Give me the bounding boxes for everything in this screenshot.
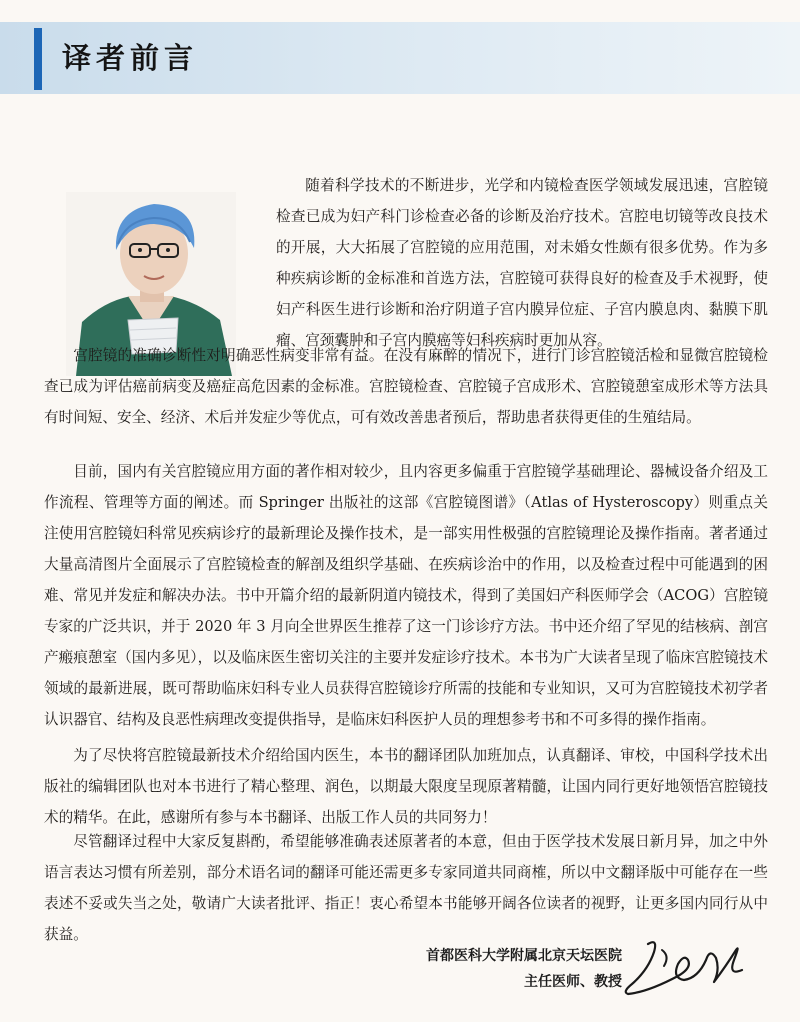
- signature-block: [426, 943, 622, 995]
- paragraph-2: 宫腔镜的准确诊断性对明确恶性病变非常有益。在没有麻醉的情况下，进行门诊宫腔镜活检和显微宫腔镜检查已成为评估癌前病变及癌症高危因素的金标准。宫腔镜检查、宫腔镜子宫成形术、宫腔镜憩室成形术等方法具有时间短、安全、经济、术后并发症少等优点，可有效改善患者预后，帮助患者获得更佳的生殖结局。: [44, 347, 768, 426]
- header-accent-bar: [34, 28, 42, 90]
- handwritten-signature-icon: [618, 930, 748, 1000]
- paragraph-5: 尽管翻译过程中大家反复斟酌，希望能够准确表述原著者的本意，但由于医学技术发展日新月异，加之中外语言表达习惯有所差别，部分术语名词的翻译可能还需更多专家同道共同商榷，所以中文翻译版中可能存在一些表述不妥或失当之处，敬请广大读者批评、指正！衷心希望本书能够开阔各位读者的视野，让更多国内同行从中获益。: [44, 833, 768, 943]
- paragraph-3: 目前，国内有关宫腔镜应用方面的著作相对较少，且内容更多偏重于宫腔镜学基础理论、器械设备介绍及工作流程、管理等方面的阐述。而 Springer 出版社的这部《宫腔镜图谱》（Atlas of Hysteroscopy）则重点关注使用宫腔镜妇科常见疾病诊疗的最新理论及操作技术，是一部实用性极强的宫腔镜理论及操作指南。著者通过大量高清图片全面展示了宫腔镜检查的解剖及组织学基础、在疾病诊治中的作用，以及检查过程中可能遇到的困难、常见并发症和解决办法。书中开篇介绍的最新阴道内镜技术，得到了美国妇产科医师学会（ACOG）宫腔镜专家的广泛共识，并于 2020 年 3 月向全世界医生推荐了这一门诊诊疗方法。书中还介绍了罕见的结核病、剖宫产瘢痕憩室（国内多见），以及临床医生密切关注的主要并发症诊疗技术。本书为广大读者呈现了临床宫腔镜技术领域的最新进展，既可帮助临床妇科专业人员获得宫腔镜诊疗所需的技能和专业知识，又可为宫腔镜技术初学者认识器官、结构及良恶性病理改变提供指导，是临床妇科医护人员的理想参考书和不可多得的操作指南。: [44, 463, 768, 728]
- paragraph-4: 为了尽快将宫腔镜最新技术介绍给国内医生，本书的翻译团队加班加点，认真翻译、审校，中国科学技术出版社的编辑团队也对本书进行了精心整理、润色，以期最大限度呈现原著精髓，让国内同行更好地领悟宫腔镜技术的精华。在此，感谢所有参与本书翻译、出版工作人员的共同努力！: [44, 747, 768, 826]
- signature-title: 主任医师、教授: [524, 974, 622, 990]
- page-title: 译者前言: [62, 41, 199, 75]
- paragraph-1: 随着科学技术的不断进步，光学和内镜检查医学领域发展迅速，宫腔镜检查已成为妇产科门诊检查必备的诊断及治疗技术。宫腔电切镜等改良技术的开展，大大拓展了宫腔镜的应用范围，对未婚女性颇有很多优势。作为多种疾病诊断的金标准和首选方法，宫腔镜可获得良好的检查及手术视野，使妇产科医生进行诊断和治疗阴道子宫内膜异位症、子宫内膜息肉、黏膜下肌瘤、宫颈囊肿和子宫内膜癌等妇科疾病时更加从容。: [276, 177, 768, 349]
- signature-affiliation: 首都医科大学附属北京天坛医院: [426, 948, 622, 964]
